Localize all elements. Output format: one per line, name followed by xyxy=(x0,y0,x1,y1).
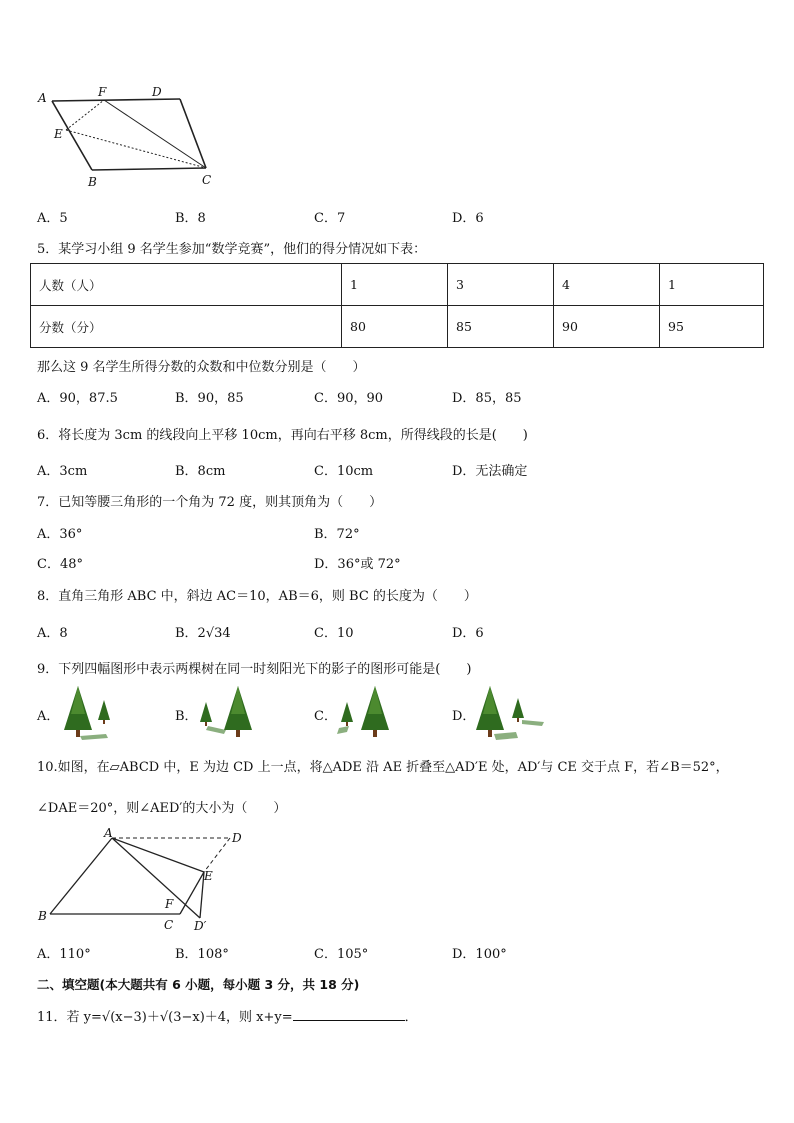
row-header-score: 分数（分） xyxy=(31,306,342,348)
q4-options xyxy=(37,207,597,225)
q4-parallelogram-figure xyxy=(30,82,230,192)
q7-options-row2 xyxy=(37,553,597,571)
q5-options xyxy=(37,387,597,405)
q10-stem-line1: 10.如图，在▱ABCD 中，E 为边 CD 上一点，将△ADE 沿 AE 折叠至△AD′E 处，AD′与 CE 交于点 F，若∠B＝52°， xyxy=(37,760,729,775)
q6-option-d: D．无法确定 xyxy=(452,464,528,479)
section-2-title: 二、填空题(本大题共有 6 小题，每小题 3 分，共 18 分) xyxy=(37,977,360,992)
q8-option-c: C．10 xyxy=(314,626,354,641)
q9-option-a-label: A． xyxy=(37,709,60,724)
label-e: E xyxy=(204,869,213,883)
q9-option-c-trees xyxy=(335,684,397,740)
q9-option-d-trees xyxy=(472,684,548,740)
table-cell: 85 xyxy=(448,306,554,348)
q11-expression: √(x−3)＋√(3−x)＋4 xyxy=(101,1010,227,1025)
q5-question: 那么这 9 名学生所得分数的众数和中位数分别是（ ） xyxy=(37,360,366,375)
q7-option-d: D．36°或 72° xyxy=(314,557,401,572)
q6-options xyxy=(37,460,597,478)
q4-option-c: C．7 xyxy=(314,211,346,226)
q10-option-d: D．100° xyxy=(452,947,507,962)
q10-stem-line2: ∠DAE＝20°，则∠AED′的大小为（ ） xyxy=(37,801,287,816)
edge-dc xyxy=(180,99,206,168)
q7-option-a: A．36° xyxy=(37,527,83,542)
row-header-people: 人数（人） xyxy=(31,264,342,306)
big-tree-icon xyxy=(361,686,389,737)
edge-ad xyxy=(52,99,180,101)
label-c: C xyxy=(164,918,174,932)
q9-option-a-trees xyxy=(58,684,118,740)
label-d-prime: D′ xyxy=(194,919,207,933)
shadow-icon xyxy=(80,734,108,740)
shadow-icon xyxy=(494,732,518,740)
q5-stem: 5．某学习小组 9 名学生参加“数学竞赛”，他们的得分情况如下表： xyxy=(37,242,427,257)
segment-ae xyxy=(112,838,204,872)
table-cell: 1 xyxy=(342,264,448,306)
q8-options xyxy=(37,622,597,640)
q11-line xyxy=(37,1006,418,1025)
q10-option-a: A．110° xyxy=(37,947,91,962)
segment-fc xyxy=(104,100,206,168)
label-a: A xyxy=(104,826,113,840)
table-cell: 4 xyxy=(554,264,660,306)
table-cell: 80 xyxy=(342,306,448,348)
table-row xyxy=(31,264,764,306)
table-row xyxy=(31,306,764,348)
q5-option-d: D．85，85 xyxy=(452,391,522,406)
q10-solid-lines xyxy=(50,838,204,918)
small-tree-icon xyxy=(98,700,110,724)
q10-option-c: C．105° xyxy=(314,947,369,962)
q6-option-b: B．8cm xyxy=(175,464,226,479)
q10-option-b: B．108° xyxy=(175,947,229,962)
label-e: E xyxy=(54,127,63,141)
label-b: B xyxy=(38,909,47,923)
q7-option-b: B．72° xyxy=(314,527,360,542)
q7-stem: 7．已知等腰三角形的一个角为 72 度，则其顶角为（ ） xyxy=(37,495,383,510)
q11-end: ． xyxy=(404,1010,418,1025)
q6-option-a: A．3cm xyxy=(37,464,88,479)
q6-option-c: C．10cm xyxy=(314,464,374,479)
q7-option-c: C．48° xyxy=(37,557,83,572)
shadow-icon xyxy=(206,726,226,734)
q4-option-d: D．6 xyxy=(452,211,484,226)
big-tree-icon xyxy=(64,686,92,737)
table-cell: 3 xyxy=(448,264,554,306)
table-cell: 1 xyxy=(660,264,764,306)
label-b: B xyxy=(88,175,97,189)
q8-option-a: A．8 xyxy=(37,626,68,641)
segment-de xyxy=(204,838,230,872)
q9-option-b-label: B． xyxy=(175,709,198,724)
q9-stem: 9．下列四幅图形中表示两棵树在同一时刻阳光下的影子的图形可能是( ) xyxy=(37,662,472,677)
q11-answer-blank[interactable] xyxy=(293,1008,405,1021)
q5-option-a: A．90，87.5 xyxy=(37,391,118,406)
label-a: A xyxy=(38,91,47,105)
q11-prefix: 11．若 y= xyxy=(37,1010,102,1025)
segment-ef xyxy=(66,100,104,130)
shadow-icon xyxy=(337,726,349,734)
q4-option-b: B．8 xyxy=(175,211,206,226)
small-tree-icon xyxy=(200,702,212,726)
table-cell: 95 xyxy=(660,306,764,348)
label-d: D xyxy=(152,85,162,99)
label-c: C xyxy=(202,173,212,187)
q9-option-d-label: D． xyxy=(452,709,476,724)
small-tree-icon xyxy=(512,698,524,722)
q4-lines xyxy=(52,99,206,170)
shadow-icon xyxy=(522,720,544,726)
q9-option-c-label: C． xyxy=(314,709,337,724)
edge-ab xyxy=(50,838,112,914)
q10-options xyxy=(37,943,597,961)
q8-stem: 8．直角三角形 ABC 中，斜边 AC＝10，AB＝6，则 BC 的长度为（ ） xyxy=(37,589,477,604)
q8-option-b: B．2√34 xyxy=(175,626,231,641)
q11-suffix: ，则 x+y= xyxy=(226,1010,293,1025)
big-tree-icon xyxy=(476,686,504,737)
small-tree-icon xyxy=(341,702,353,726)
q8-option-d: D．6 xyxy=(452,626,484,641)
q5-score-table xyxy=(30,263,764,348)
q5-option-b: B．90，85 xyxy=(175,391,244,406)
q6-stem: 6．将长度为 3cm 的线段向上平移 10cm，再向右平移 8cm，所得线段的长是( ) xyxy=(37,428,528,443)
label-d: D xyxy=(232,831,242,845)
q9-option-b-trees xyxy=(196,684,262,740)
label-f: F xyxy=(98,85,107,99)
edge-bc xyxy=(92,168,206,170)
label-f: F xyxy=(165,897,174,911)
q4-option-a: A．5 xyxy=(37,211,68,226)
q7-options-row1 xyxy=(37,523,597,541)
table-cell: 90 xyxy=(554,306,660,348)
segment-ad-prime xyxy=(112,838,200,918)
q10-dashed-lines xyxy=(112,838,230,872)
q5-option-c: C．90，90 xyxy=(314,391,384,406)
q10-parallelogram-figure xyxy=(34,826,264,938)
big-tree-icon xyxy=(224,686,252,737)
